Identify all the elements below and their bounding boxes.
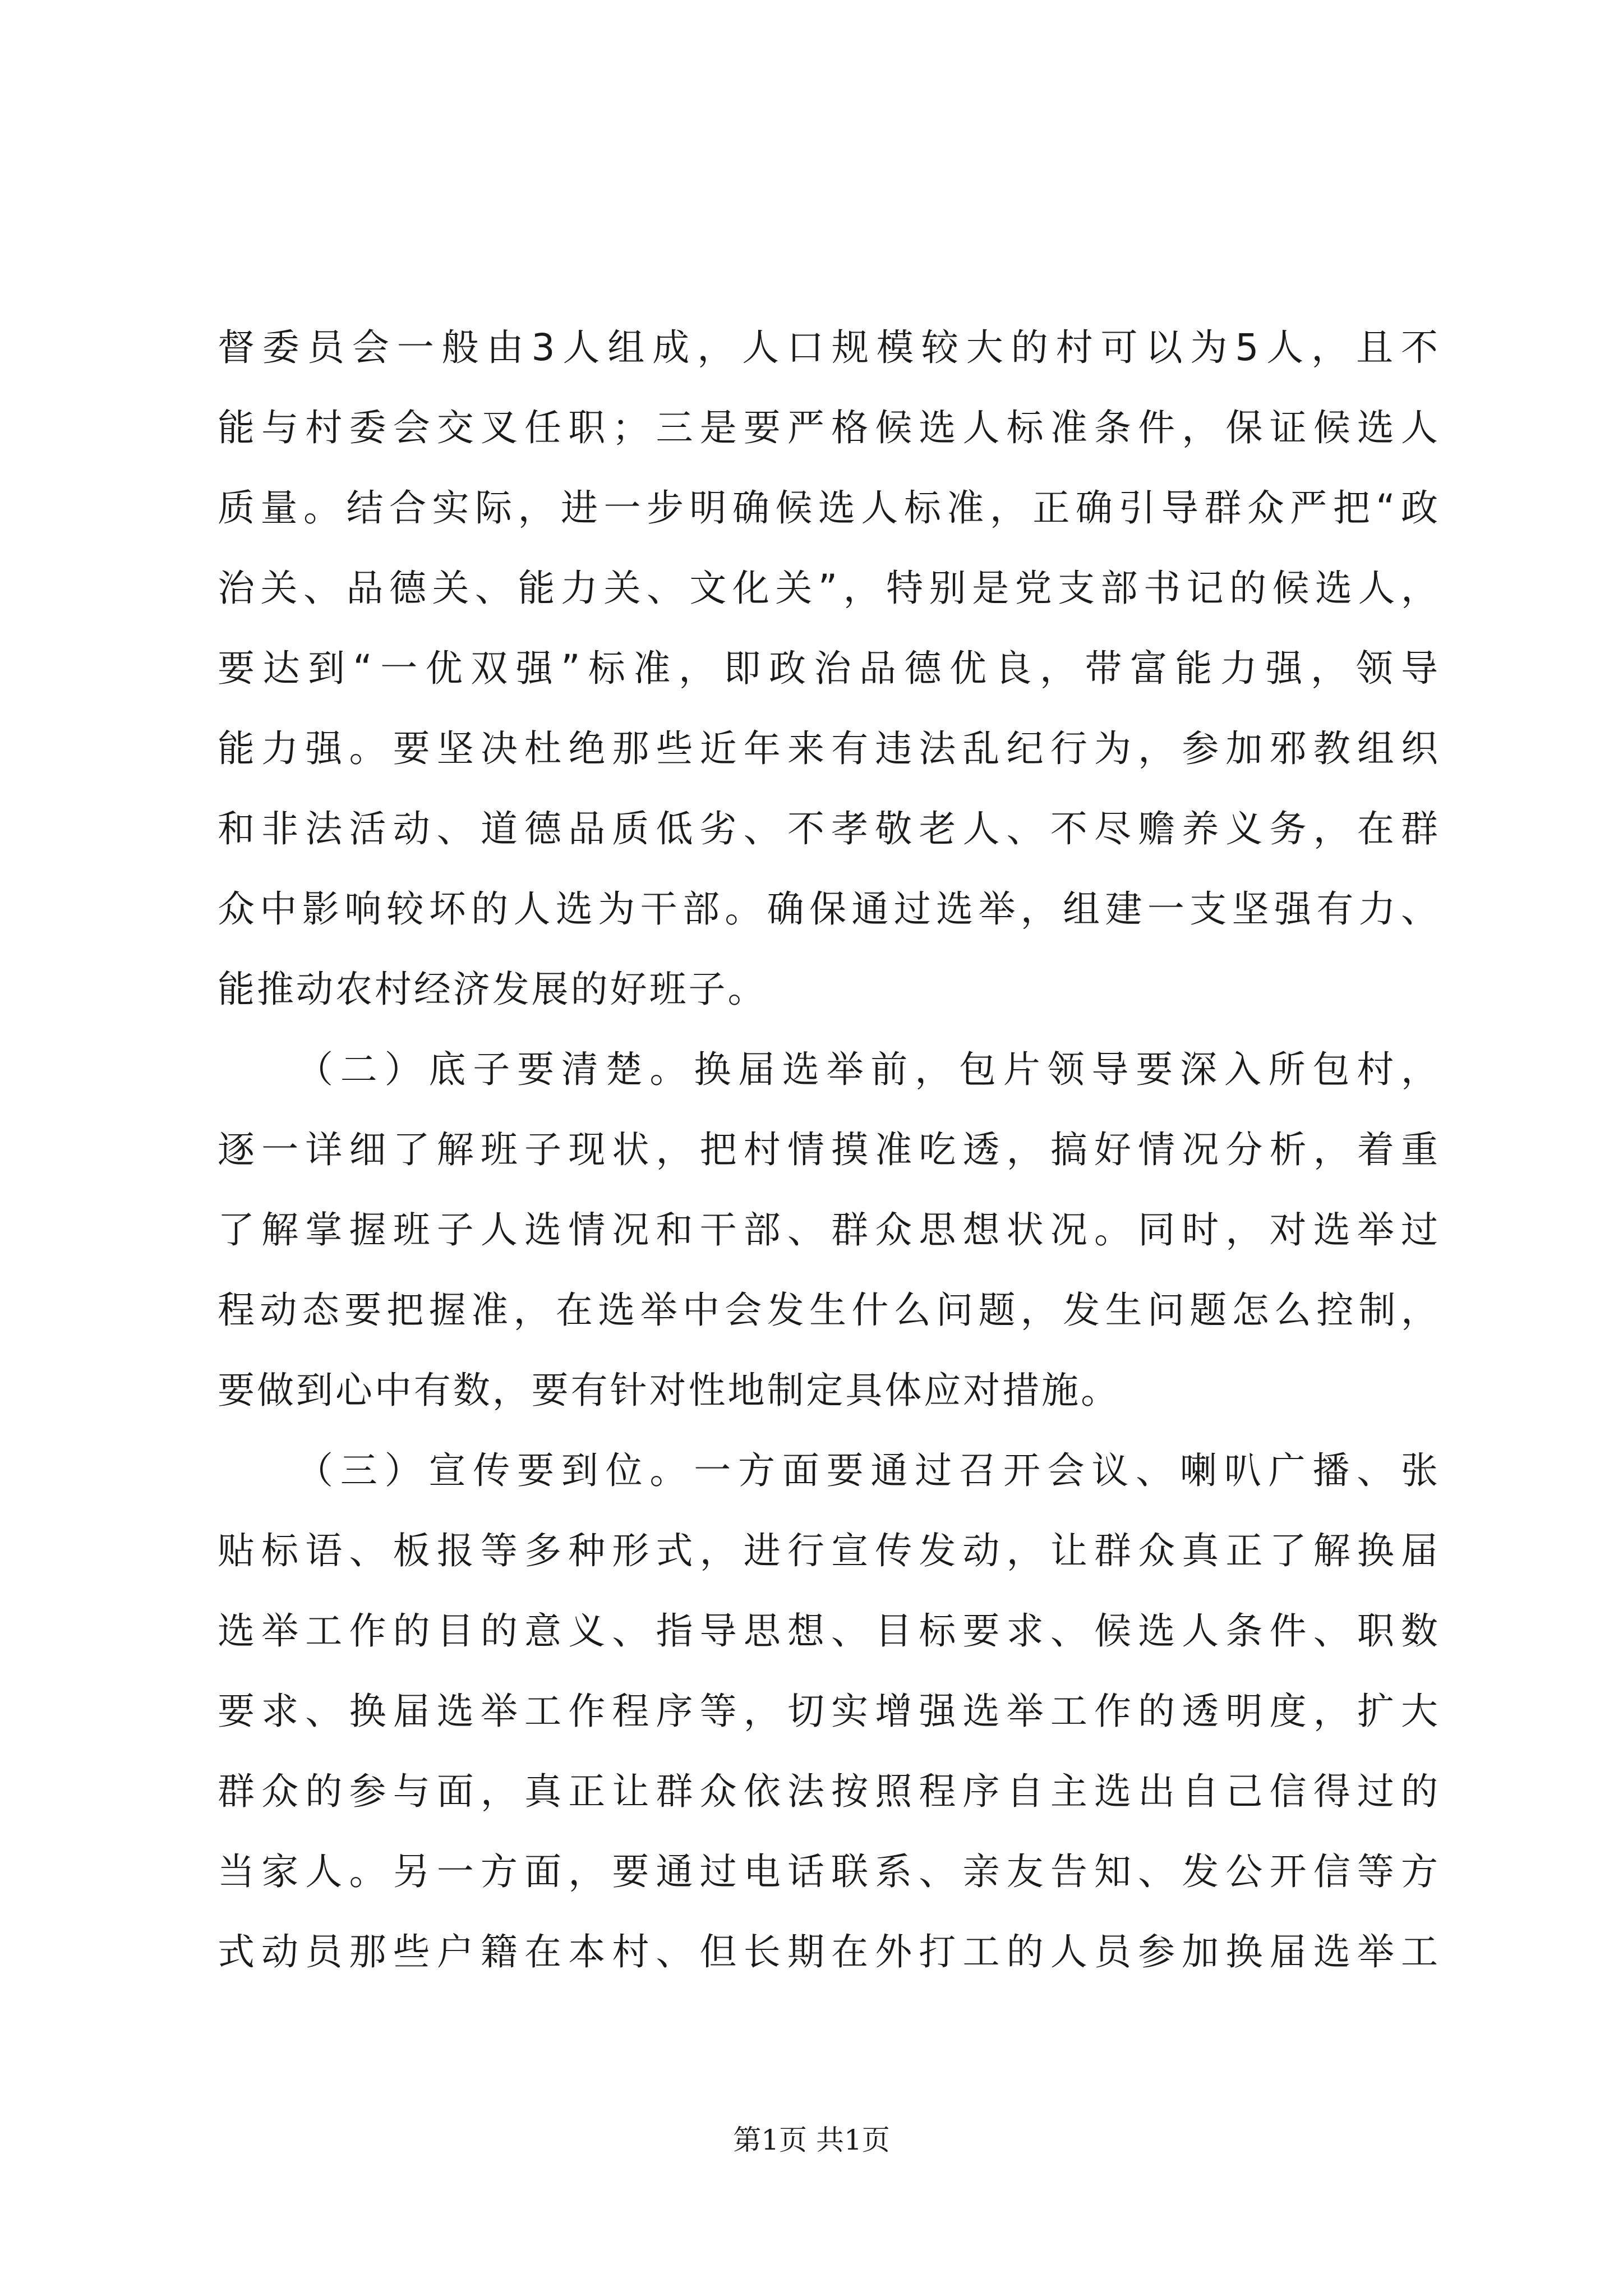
text-line: 能推动农村经济发展的好班子。 [218, 968, 767, 1011]
text-line: 程动态要把握准，在选举中会发生什么问题，发生问题怎么控制， [218, 1289, 1440, 1332]
document-body [218, 307, 1440, 1992]
text-line: 式动员那些户籍在本村、但长期在外打工的人员参加换届选举工 [218, 1930, 1440, 1973]
text-line: 能力强。要坚决杜绝那些近年来有违法乱纪行为，参加邪教组织 [218, 727, 1440, 770]
text-line: 能与村委会交叉任职；三是要严格候选人标准条件，保证候选人 [218, 406, 1440, 449]
text-line: 要达到“一优双强”标准，即政治品德优良，带富能力强，领导 [218, 647, 1440, 690]
page-number-footer: 第1页 共1页 [733, 2124, 890, 2156]
text-line: 督委员会一般由3人组成，人口规模较大的村可以为5人，且不 [218, 326, 1440, 369]
text-line: （三）宣传要到位。一方面要通过召开会议、喇叭广播、张 [296, 1449, 1440, 1492]
paragraph-1 [218, 307, 1440, 1029]
text-line: 选举工作的目的意义、指导思想、目标要求、候选人条件、职数 [218, 1609, 1440, 1653]
text-line: 质量。结合实际，进一步明确候选人标准，正确引导群众严把“政 [218, 486, 1440, 530]
text-line: 众中影响较坏的人选为干部。确保通过选举，组建一支坚强有力、 [218, 887, 1440, 931]
text-line: 了解掌握班子人选情况和干部、群众思想状况。同时，对选举过 [218, 1208, 1440, 1251]
text-line: 要做到心中有数，要有针对性地制定具体应对措施。 [218, 1369, 1121, 1412]
text-line: 群众的参与面，真正让群众依法按照程序自主选出自己信得过的 [218, 1770, 1440, 1813]
paragraph-2 [218, 1029, 1440, 1430]
text-line: （二）底子要清楚。换届选举前，包片领导要深入所包村， [296, 1048, 1440, 1091]
text-line: 要求、换届选举工作程序等，切实增强选举工作的透明度，扩大 [218, 1690, 1440, 1733]
text-line: 贴标语、板报等多种形式，进行宣传发动，让群众真正了解换届 [218, 1529, 1440, 1572]
paragraph-3 [218, 1430, 1440, 1992]
text-line: 逐一详细了解班子现状，把村情摸准吃透，搞好情况分析，着重 [218, 1128, 1440, 1171]
text-line: 和非法活动、道德品质低劣、不孝敬老人、不尽赡养义务，在群 [218, 807, 1440, 850]
text-line: 治关、品德关、能力关、文化关”，特别是党支部书记的候选人， [218, 567, 1440, 610]
text-line: 当家人。另一方面，要通过电话联系、亲友告知、发公开信等方 [218, 1850, 1440, 1893]
